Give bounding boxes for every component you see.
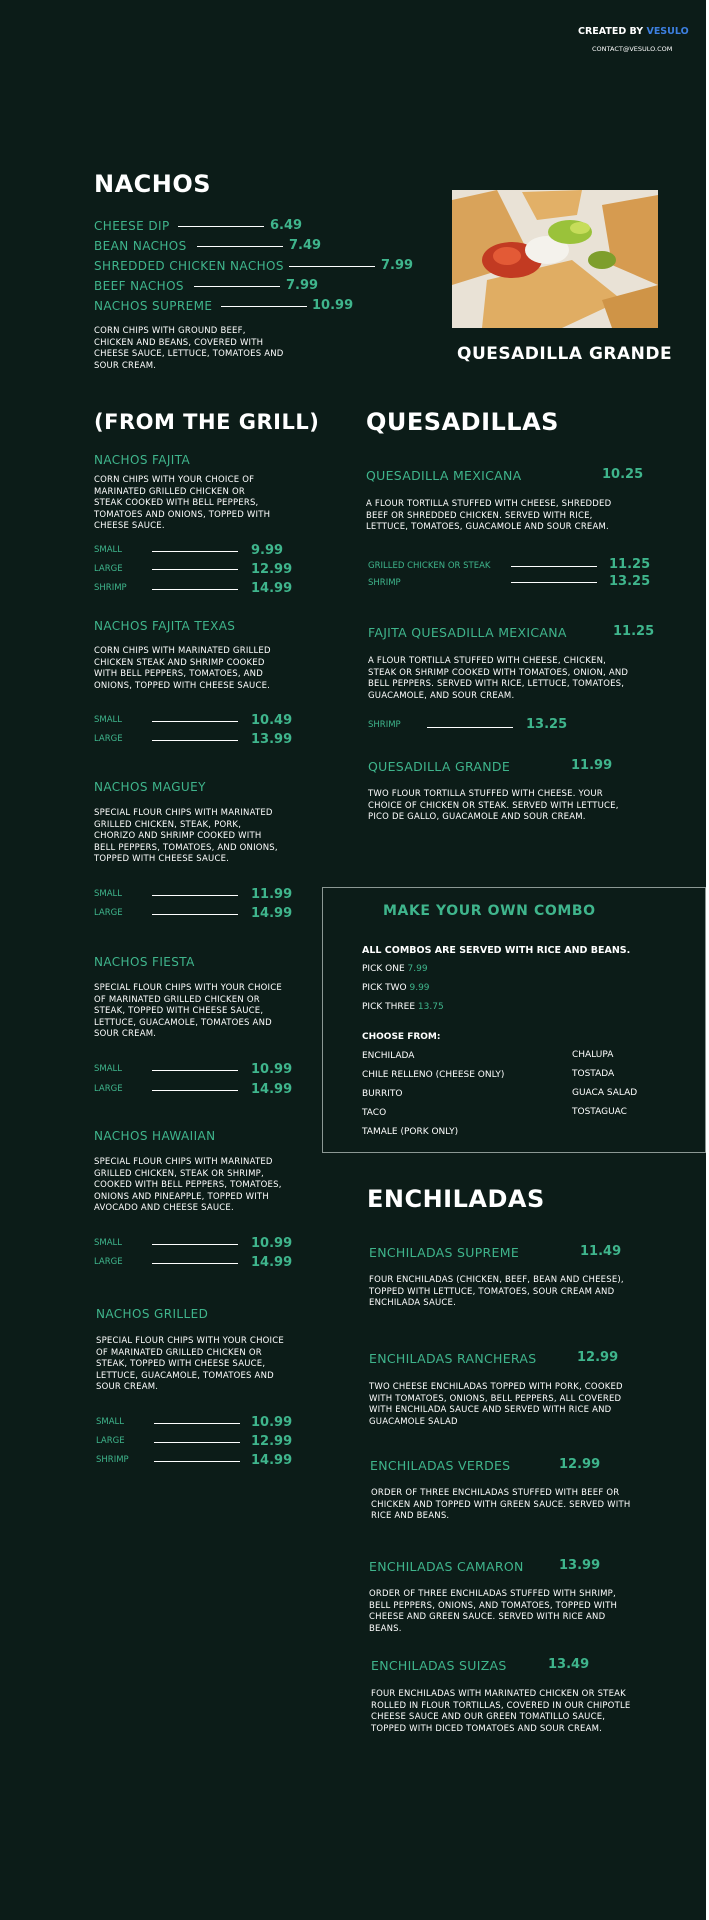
grill-item-desc: CORN CHIPS WITH MARINATED GRILLED CHICKEN STEAK AND SHRIMP COOKED WITH BELL PEPPERS, TOMATOES, AND ONIONS, TOPPED WITH CHEESE SAUCE. <box>94 646 271 691</box>
grill-item-desc: SPECIAL FLOUR CHIPS WITH YOUR CHOICE OF MARINATED GRILLED CHICKEN OR STEAK, TOPPED WITH CHEESE SAUCE, LETTUCE, GUACAMOLE, TOMATOES AND SOUR CREAM. <box>94 983 282 1039</box>
size-price: 14.99 <box>251 1082 293 1097</box>
leader-line <box>152 1244 238 1245</box>
enchilada-item-desc: ORDER OF THREE ENCHILADAS STUFFED WITH SHRIMP, BELL PEPPERS, ONIONS, AND TOMATOES, TOPPED WITH CHEESE AND GREEN SAUCE. SERVED WITH RICE AND BEANS. <box>369 1589 618 1634</box>
nachos-item-name: BEAN NACHOS <box>94 239 187 253</box>
size-price: 10.99 <box>251 1415 293 1430</box>
size-label: LARGE <box>94 908 123 918</box>
nachos-description: CORN CHIPS WITH GROUND BEEF, CHICKEN AND BEANS, COVERED WITH CHEESE SAUCE, LETTUCE, TOMATOES AND SOUR CREAM. <box>94 326 284 371</box>
enchilada-item-price: 13.99 <box>559 1558 601 1573</box>
combo-pick-label: PICK TWO <box>362 983 407 993</box>
combo-choice: CHALUPA <box>572 1050 614 1060</box>
grill-item-desc: SPECIAL FLOUR CHIPS WITH MARINATED GRILLED CHICKEN, STEAK OR SHRIMP, COOKED WITH BELL PEPPERS, TOMATOES, ONIONS AND PINEAPPLE, TOPPED WITH AVOCADO AND CHEESE SAUCE. <box>94 1157 282 1213</box>
combo-pick-price: 9.99 <box>409 983 430 993</box>
combo-pick <box>362 964 428 974</box>
leader-line <box>154 1442 240 1443</box>
nachos-item-price: 6.49 <box>270 218 303 233</box>
size-label: SHRIMP <box>94 583 127 593</box>
combo-choice: BURRITO <box>362 1089 403 1099</box>
leader-line <box>194 286 280 287</box>
grill-item-name: NACHOS FAJITA TEXAS <box>94 619 236 633</box>
quesadilla-item-price: 11.25 <box>613 624 655 639</box>
size-label: SMALL <box>94 1064 123 1074</box>
contact-email[interactable]: CONTACT@VESULO.COM <box>592 45 673 53</box>
enchilada-item-desc: ORDER OF THREE ENCHILADAS STUFFED WITH BEEF OR CHICKEN AND TOPPED WITH GREEN SAUCE. SERVED WITH RICE AND BEANS. <box>371 1488 631 1521</box>
size-price: 10.49 <box>251 713 293 728</box>
combo-choice: CHILE RELLENO (CHEESE ONLY) <box>362 1070 505 1080</box>
nachos-item-name: NACHOS SUPREME <box>94 299 213 313</box>
combo-choice: TOSTAGUAC <box>572 1107 627 1117</box>
enchilada-item-name: ENCHILADAS CAMARON <box>369 1559 524 1574</box>
size-label: LARGE <box>94 1084 123 1094</box>
size-price: 14.99 <box>251 1453 293 1468</box>
leader-line <box>152 1090 238 1091</box>
size-price: 12.99 <box>251 562 293 577</box>
size-price: 14.99 <box>251 581 293 596</box>
leader-line <box>221 306 307 307</box>
size-label: SMALL <box>94 889 123 899</box>
size-label: GRILLED CHICKEN OR STEAK <box>368 561 491 571</box>
quesadilla-item-price: 10.25 <box>602 467 644 482</box>
enchilada-item-name: ENCHILADAS RANCHERAS <box>369 1351 537 1366</box>
size-price: 11.99 <box>251 887 293 902</box>
combo-pick <box>362 983 430 993</box>
leader-line <box>152 569 238 570</box>
size-price: 13.25 <box>526 717 568 732</box>
combo-pick-label: PICK THREE <box>362 1002 416 1012</box>
combo-note: ALL COMBOS ARE SERVED WITH RICE AND BEANS. <box>362 945 631 956</box>
quesadilla-item-name: FAJITA QUESADILLA MEXICANA <box>368 625 567 640</box>
brand-link[interactable]: VESULO <box>646 26 689 37</box>
leader-line <box>152 895 238 896</box>
size-label: SHRIMP <box>368 720 401 730</box>
credit-line <box>578 26 689 37</box>
quesadilla-item-desc: A FLOUR TORTILLA STUFFED WITH CHEESE, CHICKEN, STEAK OR SHRIMP COOKED WITH TOMATOES, ONION, AND BELL PEPPERS. SERVED WITH RICE, LETTUCE, TOMATOES, GUACAMOLE, AND SOUR CREAM. <box>368 656 629 701</box>
enchilada-item-price: 12.99 <box>559 1457 601 1472</box>
combo-choice: TOSTADA <box>572 1069 615 1079</box>
enchilada-item-price: 13.49 <box>548 1657 590 1672</box>
created-by-text: CREATED BY <box>578 26 644 37</box>
grill-item-name: NACHOS GRILLED <box>96 1307 209 1321</box>
leader-line <box>511 566 597 567</box>
leader-line <box>289 266 375 267</box>
enchilada-item-price: 12.99 <box>577 1350 619 1365</box>
enchilada-item-desc: FOUR ENCHILADAS (CHICKEN, BEEF, BEAN AND CHEESE), TOPPED WITH LETTUCE, TOMATOES, SOUR CREAM AND ENCHILADA SAUCE. <box>369 1275 624 1308</box>
grill-item-name: NACHOS MAGUEY <box>94 780 206 794</box>
grill-item-desc: CORN CHIPS WITH YOUR CHOICE OF MARINATED GRILLED CHICKEN OR STEAK COOKED WITH BELL PEPPERS, TOMATOES AND ONIONS, TOPPED WITH CHEESE SAUCE. <box>94 475 271 531</box>
combo-choice: TAMALE (PORK ONLY) <box>362 1127 459 1137</box>
grill-title: (FROM THE GRILL) <box>94 410 320 434</box>
quesadilla-item-desc: TWO FLOUR TORTILLA STUFFED WITH CHEESE. YOUR CHOICE OF CHICKEN OR STEAK. SERVED WITH LETTUCE, PICO DE GALLO, GUACAMOLE AND SOUR CREAM. <box>368 789 619 822</box>
nachos-item-name: SHREDDED CHICKEN NACHOS <box>94 259 284 273</box>
size-price: 10.99 <box>251 1236 293 1251</box>
size-label: LARGE <box>94 1257 123 1267</box>
size-label: LARGE <box>94 564 123 574</box>
leader-line <box>152 914 238 915</box>
leader-line <box>197 246 283 247</box>
quesadilla-item-name: QUESADILLA GRANDE <box>368 759 511 774</box>
enchilada-item-name: ENCHILADAS SUPREME <box>369 1245 520 1260</box>
enchilada-item-desc: FOUR ENCHILADAS WITH MARINATED CHICKEN OR STEAK ROLLED IN FLOUR TORTILLAS, COVERED IN OUR CHIPOTLE CHEESE SAUCE AND OUR GREEN TOMATILLO SAUCE, TOPPED WITH DICED TOMATOES AND SOUR CREAM. <box>371 1689 631 1734</box>
size-price: 14.99 <box>251 906 293 921</box>
grill-item-name: NACHOS FIESTA <box>94 955 195 969</box>
leader-line <box>511 582 597 583</box>
enchilada-item-price: 11.49 <box>580 1244 622 1259</box>
nachos-item-price: 7.49 <box>289 238 322 253</box>
size-price: 11.25 <box>609 557 651 572</box>
leader-line <box>152 589 238 590</box>
quesadilla-item-price: 11.99 <box>571 758 613 773</box>
combo-choose-label: CHOOSE FROM: <box>362 1032 441 1042</box>
size-label: SMALL <box>94 545 123 555</box>
combo-title: MAKE YOUR OWN COMBO <box>383 903 596 919</box>
leader-line <box>178 226 264 227</box>
leader-line <box>152 551 238 552</box>
grill-item-name: NACHOS HAWAIIAN <box>94 1129 216 1143</box>
quesadillas-title: QUESADILLAS <box>366 408 559 436</box>
combo-pick <box>362 1002 444 1012</box>
size-price: 9.99 <box>251 543 284 558</box>
size-price: 14.99 <box>251 1255 293 1270</box>
photo-caption: QUESADILLA GRANDE <box>457 344 673 364</box>
leader-line <box>152 1070 238 1071</box>
size-label: SMALL <box>96 1417 125 1427</box>
nachos-item-name: CHEESE DIP <box>94 219 170 233</box>
size-label: SMALL <box>94 715 123 725</box>
enchilada-item-name: ENCHILADAS SUIZAS <box>371 1658 507 1673</box>
size-label: SMALL <box>94 1238 123 1248</box>
quesadilla-photo <box>452 190 658 328</box>
nachos-title: NACHOS <box>94 170 212 198</box>
size-price: 13.99 <box>251 732 293 747</box>
size-price: 13.25 <box>609 574 651 589</box>
combo-pick-price: 13.75 <box>417 1002 444 1012</box>
size-label: LARGE <box>96 1436 125 1446</box>
combo-pick-price: 7.99 <box>407 964 428 974</box>
grill-item-name: NACHOS FAJITA <box>94 453 191 467</box>
leader-line <box>427 727 513 728</box>
combo-choice: ENCHILADA <box>362 1051 415 1061</box>
quesadilla-image <box>452 190 658 328</box>
quesadilla-item-name: QUESADILLA MEXICANA <box>366 468 522 483</box>
leader-line <box>154 1423 240 1424</box>
leader-line <box>154 1461 240 1462</box>
combo-pick-label: PICK ONE <box>362 964 405 974</box>
size-label: SHRIMP <box>368 578 401 588</box>
size-price: 12.99 <box>251 1434 293 1449</box>
leader-line <box>152 721 238 722</box>
grill-item-desc: SPECIAL FLOUR CHIPS WITH YOUR CHOICE OF MARINATED GRILLED CHICKEN OR STEAK, TOPPED WITH CHEESE SAUCE, LETTUCE, GUACAMOLE, TOMATOES AND SOUR CREAM. <box>96 1336 284 1392</box>
size-price: 10.99 <box>251 1062 293 1077</box>
size-label: LARGE <box>94 734 123 744</box>
combo-choice: GUACA SALAD <box>572 1088 638 1098</box>
nachos-item-name: BEEF NACHOS <box>94 279 184 293</box>
leader-line <box>152 740 238 741</box>
enchilada-item-name: ENCHILADAS VERDES <box>370 1458 511 1473</box>
enchilada-item-desc: TWO CHEESE ENCHILADAS TOPPED WITH PORK, COOKED WITH TOMATOES, ONIONS, BELL PEPPERS, ALL COVERED WITH ENCHILADA SAUCE AND SERVED WITH RICE AND GUACAMOLE SALAD <box>369 1382 623 1427</box>
nachos-item-price: 7.99 <box>286 278 319 293</box>
grill-item-desc: SPECIAL FLOUR CHIPS WITH MARINATED GRILLED CHICKEN, STEAK, PORK, CHORIZO AND SHRIMP COOKED WITH BELL PEPPERS, TOMATOES, AND ONIONS, TOPPED WITH CHEESE SAUCE. <box>94 808 278 864</box>
nachos-item-price: 10.99 <box>312 298 354 313</box>
nachos-item-price: 7.99 <box>381 258 414 273</box>
combo-choice: TACO <box>362 1108 387 1118</box>
size-label: SHRIMP <box>96 1455 129 1465</box>
leader-line <box>152 1263 238 1264</box>
quesadilla-item-desc: A FLOUR TORTILLA STUFFED WITH CHEESE, SHREDDED BEEF OR SHREDDED CHICKEN. SERVED WITH RICE, LETTUCE, TOMATOES, GUACAMOLE AND SOUR CREAM. <box>366 499 612 532</box>
enchiladas-title: ENCHILADAS <box>367 1185 545 1213</box>
